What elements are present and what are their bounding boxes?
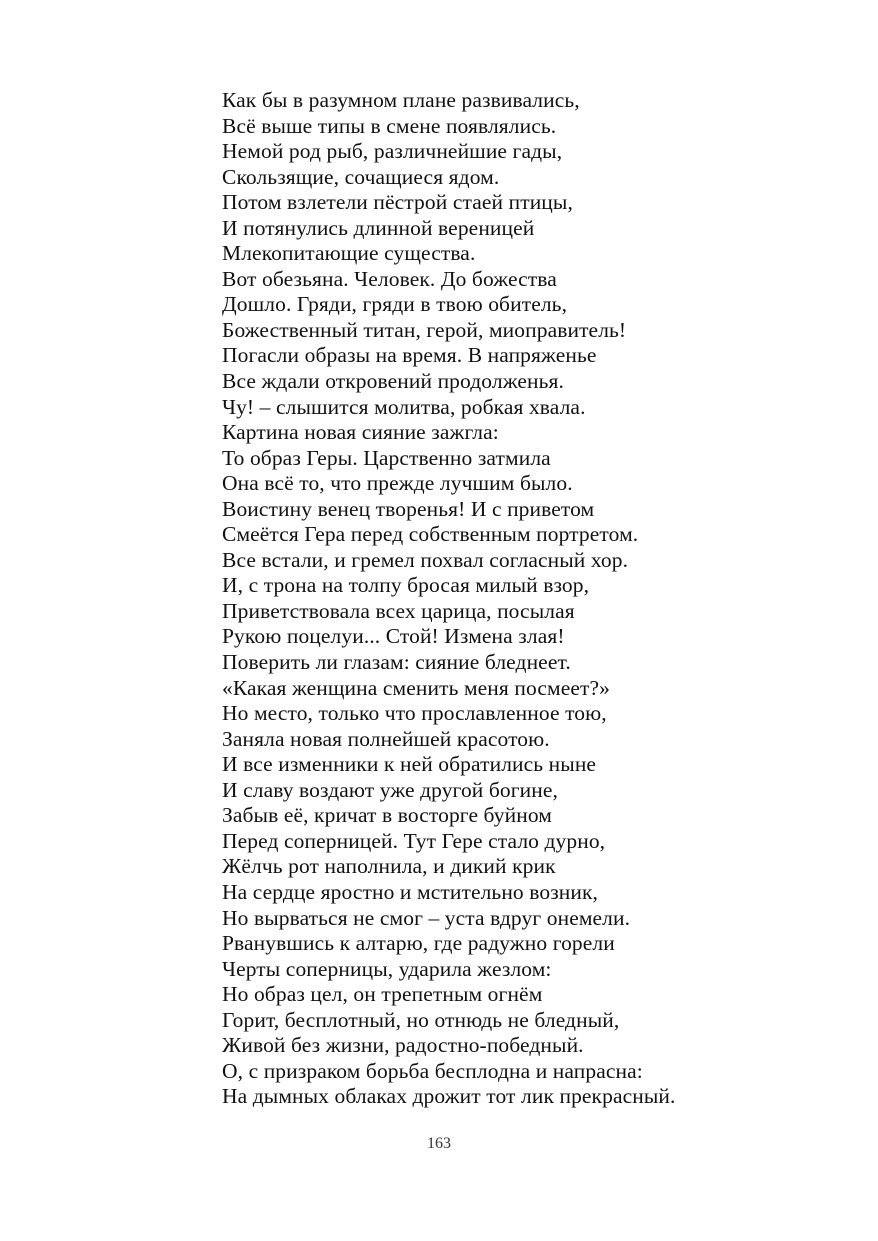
poem-line: И потянулись длинной вереницей	[222, 215, 535, 240]
poem-line: Перед соперницей. Тут Гере стало дурно,	[222, 828, 606, 853]
poem-line: «Какая женщина сменить меня посмеет?»	[222, 675, 610, 700]
poem-line: И все изменники к ней обратились ныне	[222, 752, 597, 777]
poem-line: Черты соперницы, ударила жезлом:	[222, 956, 552, 981]
poem-line: Жёлчь рот наполнила, и дикий крик	[222, 854, 556, 879]
poem-line: Смеётся Гера перед собственным портретом.	[222, 522, 639, 547]
poem-line: Но вырваться не смог – уста вдруг онемели.	[222, 905, 631, 930]
poem-line: Приветствовала всех царица, посылая	[222, 598, 575, 623]
poem-line: Живой без жизни, радостно-победный.	[222, 1033, 584, 1058]
poem-line: Божественный титан, герой, миоправитель!	[222, 317, 627, 342]
poem-line: Заняла новая полнейшей красотою.	[222, 726, 550, 751]
poem-line: Погасли образы на время. В напряженье	[222, 343, 597, 368]
poem-line: Но место, только что прославленное тою,	[222, 701, 607, 726]
poem-line: Она всё то, что прежде лучшим было.	[222, 471, 573, 496]
poem-line: На дымных облаках дрожит тот лик прекрасный.	[222, 1084, 676, 1109]
poem-line: О, с призраком борьба бесплодна и напрасна:	[222, 1058, 643, 1083]
poem-line: Рванувшись к алтарю, где радужно горели	[222, 931, 615, 956]
poem-line: Млекопитающие существа.	[222, 241, 476, 266]
poem-line: Чу! – слышится молитва, робкая хвала.	[222, 394, 586, 419]
poem-line: Воистину венец творенья! И с приветом	[222, 496, 595, 521]
poem-line: Все встали, и гремел похвал согласный хор.	[222, 547, 629, 572]
poem-line: Горит, бесплотный, но отнюдь не бледный,	[222, 1007, 620, 1032]
poem-line: И славу воздают уже другой богине,	[222, 777, 559, 802]
poem-line: Поверить ли глазам: сияние бледнеет.	[222, 650, 571, 675]
poem-line: Как бы в разумном плане развивались,	[222, 88, 580, 112]
poem-line: Немой род рыб, различнейшие гады,	[222, 139, 563, 164]
poem-line: Потом взлетели пёстрой стаей птицы,	[222, 190, 573, 215]
poem-line: На сердце яростно и мстительно возник,	[222, 879, 599, 904]
poem-line: Дошло. Гряди, гряди в твою обитель,	[222, 292, 568, 317]
poem-line: Всё выше типы в смене появлялись.	[222, 113, 557, 138]
poem-line: Забыв её, кричат в восторге буйном	[222, 803, 552, 828]
poem-line: Картина новая сияние зажгла:	[222, 420, 499, 445]
poem-text	[222, 88, 675, 1110]
poem-line: Все ждали откровений продолженья.	[222, 369, 564, 394]
poem-line: Рукою поцелуи... Стой! Измена злая!	[222, 624, 565, 649]
poem-line: И, с трона на толпу бросая милый взор,	[222, 573, 590, 598]
poem-line: Но образ цел, он трепетным огнём	[222, 982, 543, 1007]
page-number: 163	[427, 1135, 451, 1152]
poem-line: Скользящие, сочащиеся ядом.	[222, 164, 500, 189]
poem-line: То образ Геры. Царственно затмила	[222, 445, 551, 470]
poem-line: Вот обезьяна. Человек. До божества	[222, 266, 557, 291]
